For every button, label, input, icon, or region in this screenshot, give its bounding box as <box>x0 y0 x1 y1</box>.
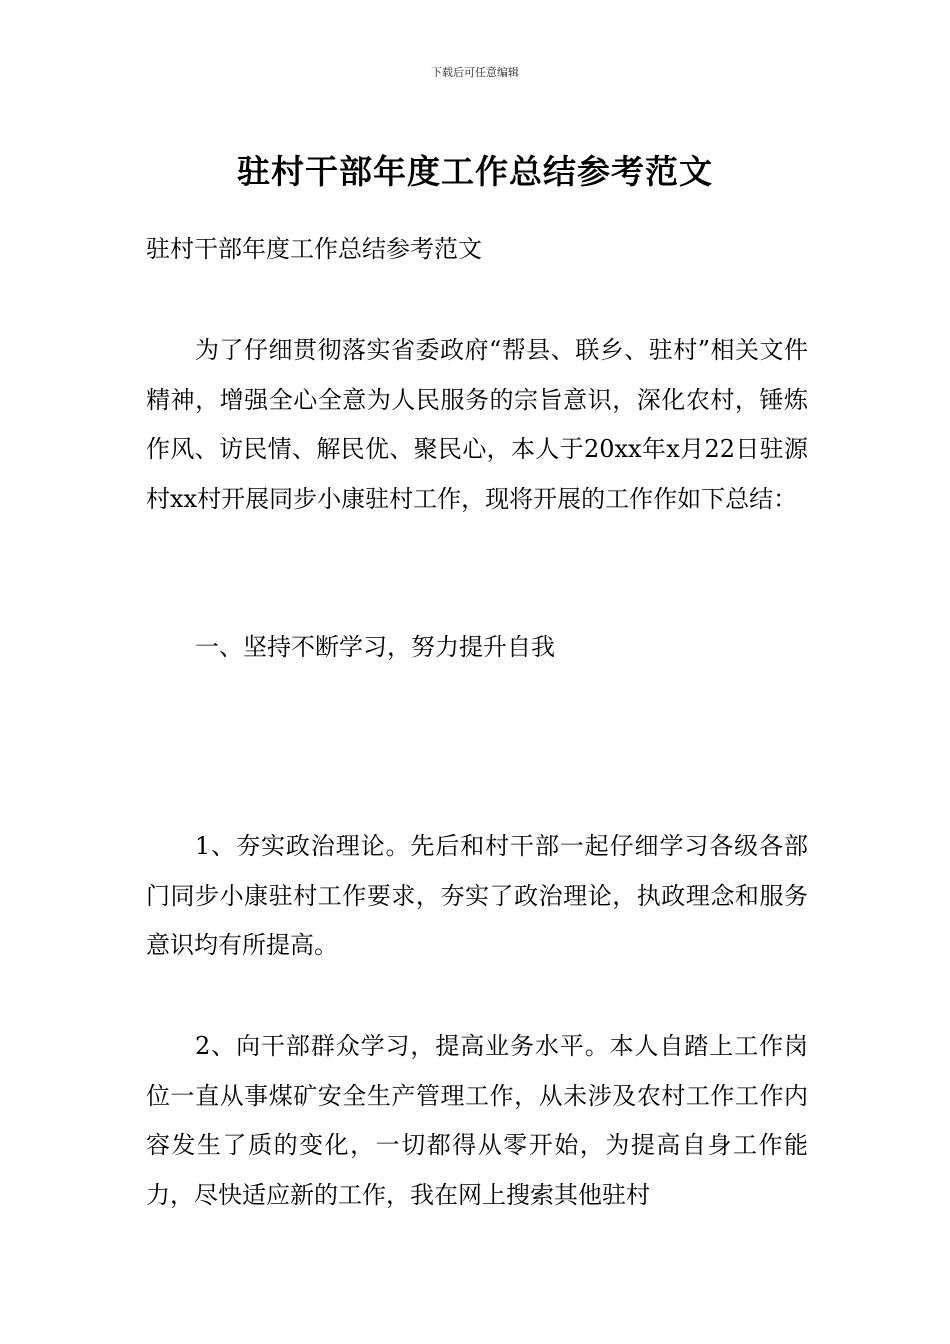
header-note: 下载后可任意编辑 <box>431 66 519 79</box>
document-subtitle: 驻村干部年度工作总结参考范文 <box>146 235 482 263</box>
paragraph-intro: 为了仔细贯彻落实省委政府“帮县、联乡、驻村”相关文件精神，增强全心全意为人民服务的宗旨意识，深化农村，锤炼作风、访民情、解民优、聚民心，本人于20xx年x月22日驻源村xx村开展同步小康驻村工作，现将开展的工作作如下总结： <box>146 336 808 513</box>
paragraph-item-1: 1、夯实政治理论。先后和村干部一起仔细学习各级各部门同步小康驻村工作要求，夯实了政治理论，执政理念和服务意识均有所提高。 <box>146 832 808 959</box>
paragraph-item-2: 2、向干部群众学习，提高业务水平。本人自踏上工作岗位一直从事煤矿安全生产管理工作，从未涉及农村工作工作内容发生了质的变化，一切都得从零开始，为提高自身工作能力，尽快适应新的工作，我在网上搜索其他驻村 <box>146 1032 808 1209</box>
section-heading-1: 一、坚持不断学习，努力提升自我 <box>195 633 555 661</box>
document-title: 驻村干部年度工作总结参考范文 <box>237 152 713 192</box>
